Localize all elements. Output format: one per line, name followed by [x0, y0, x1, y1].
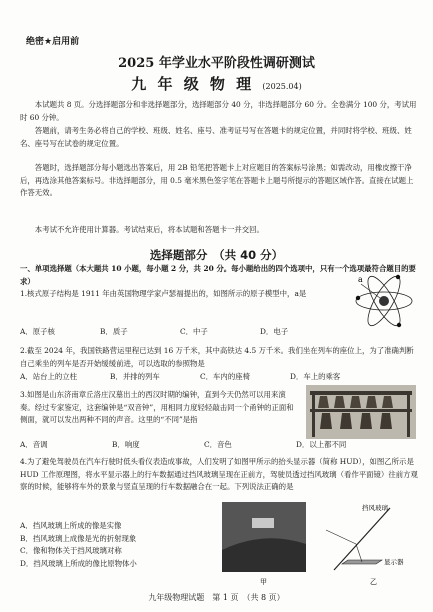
section-title: 选择题部分 （共 40 分） — [149, 248, 284, 262]
exam-title: 2025 年学业水平阶段性调研测试 — [118, 56, 315, 71]
figure-yi-label: 乙 — [370, 578, 377, 586]
bell-frame-left — [312, 391, 315, 437]
figure-jia-label: 甲 — [260, 578, 267, 586]
q2-option-a: A．站台上的立柱 — [20, 372, 78, 381]
display-label: 显示器 — [384, 558, 404, 566]
atom-electron — [396, 275, 400, 279]
atom-label-a: a — [358, 275, 363, 284]
q2-option-c: C．车内的座椅 — [200, 372, 250, 381]
page-footer: 九年级物理试题 第 1 页 （共 8 页） — [148, 593, 285, 602]
question-1-stem: 1.核式原子结构是 1911 年由英国物理学家卢瑟福提出的，如图所示的原子模型中，a是 — [20, 289, 307, 298]
bianzhong-photo — [306, 385, 416, 439]
bell-icon — [320, 413, 332, 429]
q1-option-d: D．电子 — [260, 327, 289, 336]
q4-option-c: C．像和物体关于挡风玻璃对称 — [20, 546, 122, 556]
question-3-options — [20, 439, 420, 452]
atom-label-pointer — [361, 284, 380, 298]
q3-option-c: C．音色 — [204, 440, 232, 449]
instruction-4: 本考试不允许使用计算器。考试结束后，将本试题和答题卡一并交回。 — [34, 225, 264, 234]
bell-icon — [340, 413, 352, 429]
atom-model-figure — [352, 270, 416, 332]
q2-option-b: B．并排的列车 — [110, 372, 160, 381]
q4-option-a: A．挡风玻璃上所成的像是实像 — [20, 521, 122, 530]
bell-icon — [380, 413, 392, 429]
light-ray — [326, 530, 356, 544]
section-intro: 一、单项选择题（本大题共 10 小题，每小题 2 分，共 20 分。每小题给出的四个选项中，只有一个选项最符合题目的要求） — [20, 264, 416, 286]
q4-option-b: B．挡风玻璃上成像是光的折射现象 — [20, 533, 137, 543]
bell-frame-top — [310, 391, 412, 395]
atom-nucleus — [379, 296, 389, 306]
question-2-stem: 2.截至 2024 年，我国铁路营运里程已达到 16 万千米，其中高铁达 4.5 万千米。我们坐在列车的座位上，为了准确判断自己乘坐的列车是否开始缓缓前进，可以选取的参照物是 — [20, 346, 414, 368]
light-ray — [356, 544, 362, 562]
question-2-options — [20, 371, 420, 384]
atom-electron — [397, 323, 401, 327]
windshield-label: 挡风玻璃 — [362, 504, 388, 512]
instruction-3: 答题时，选择题部分每小题选出答案后，用 2B 铅笔把答题卡上对应题目的答案标号涂黑；如需改动，用橡皮擦干净后，再选涂其他答案标号。非选择题部分，用 0.5 毫米黑色签字笔在答题卡上题号所提示的答题区域作答。直接在试题上作答无效。 — [20, 163, 414, 198]
hud-projection — [252, 518, 274, 528]
q3-option-d: D．以上都不同 — [296, 440, 347, 449]
question-4-stem: 4.为了避免驾驶员在汽车行驶时低头看仪表造成事故，人们发明了如图甲所示的抬头显示器（简称 HUD），如图乙所示是 HUD 工作原理图，将水平显示器上的行车数据通过挡风玻璃呈现在正前方，驾驶员透过挡风玻璃（看作平面镜）往前方观察的时候，能够将车外的景象与竖直呈现的行车数据融合在一起。下列说法正确的是 — [20, 457, 418, 492]
bell-icon — [360, 413, 372, 429]
q1-option-c: C．中子 — [180, 327, 208, 336]
atom-electron — [356, 296, 360, 300]
question-3-stem: 3.如图是山东济南章丘洛庄汉墓出土的西汉时期的编钟，直到今天仍然可以用来演奏。经过专家鉴定，这套编钟是“双音钟”，用相同力度轻轻敲击同一个甬钟的正面和侧面，就可以发出两种不同的声音。这里的“不同”是指 — [20, 390, 294, 425]
instruction-2: 答题前，请考生务必将自己的学校、班级、姓名、座号、准考证号写在答题卡的规定位置，并同时将学校、班级、姓名、座号写在试卷的规定位置。 — [20, 126, 412, 148]
instruction-1: 本试题共 8 页。分选择题部分和非选择题部分，选择题部分 40 分，非选择题部分 60 分。全卷满分 100 分，考试用时 60 分钟。 — [20, 100, 417, 122]
hud-figures — [222, 500, 418, 588]
q3-option-b: B．响度 — [112, 440, 140, 449]
bell-frame-right — [407, 391, 410, 437]
bell-frame-middle — [310, 409, 412, 412]
secret-label: 绝密★启用前 — [26, 37, 80, 47]
q2-option-d: D．车上的乘客 — [290, 372, 341, 381]
exam-date: (2025.04) — [262, 82, 302, 91]
q1-option-b: B．质子 — [100, 327, 128, 336]
q1-option-a: A．原子核 — [20, 327, 55, 336]
question-4-options — [20, 520, 220, 570]
exam-subtitle: 九 年 级 物 理 (2025.04) — [131, 75, 302, 93]
q3-option-a: A．音调 — [20, 440, 48, 449]
question-1-options — [20, 326, 340, 339]
q4-option-d: D．挡风玻璃上所成的像比原物体小 — [20, 558, 137, 568]
